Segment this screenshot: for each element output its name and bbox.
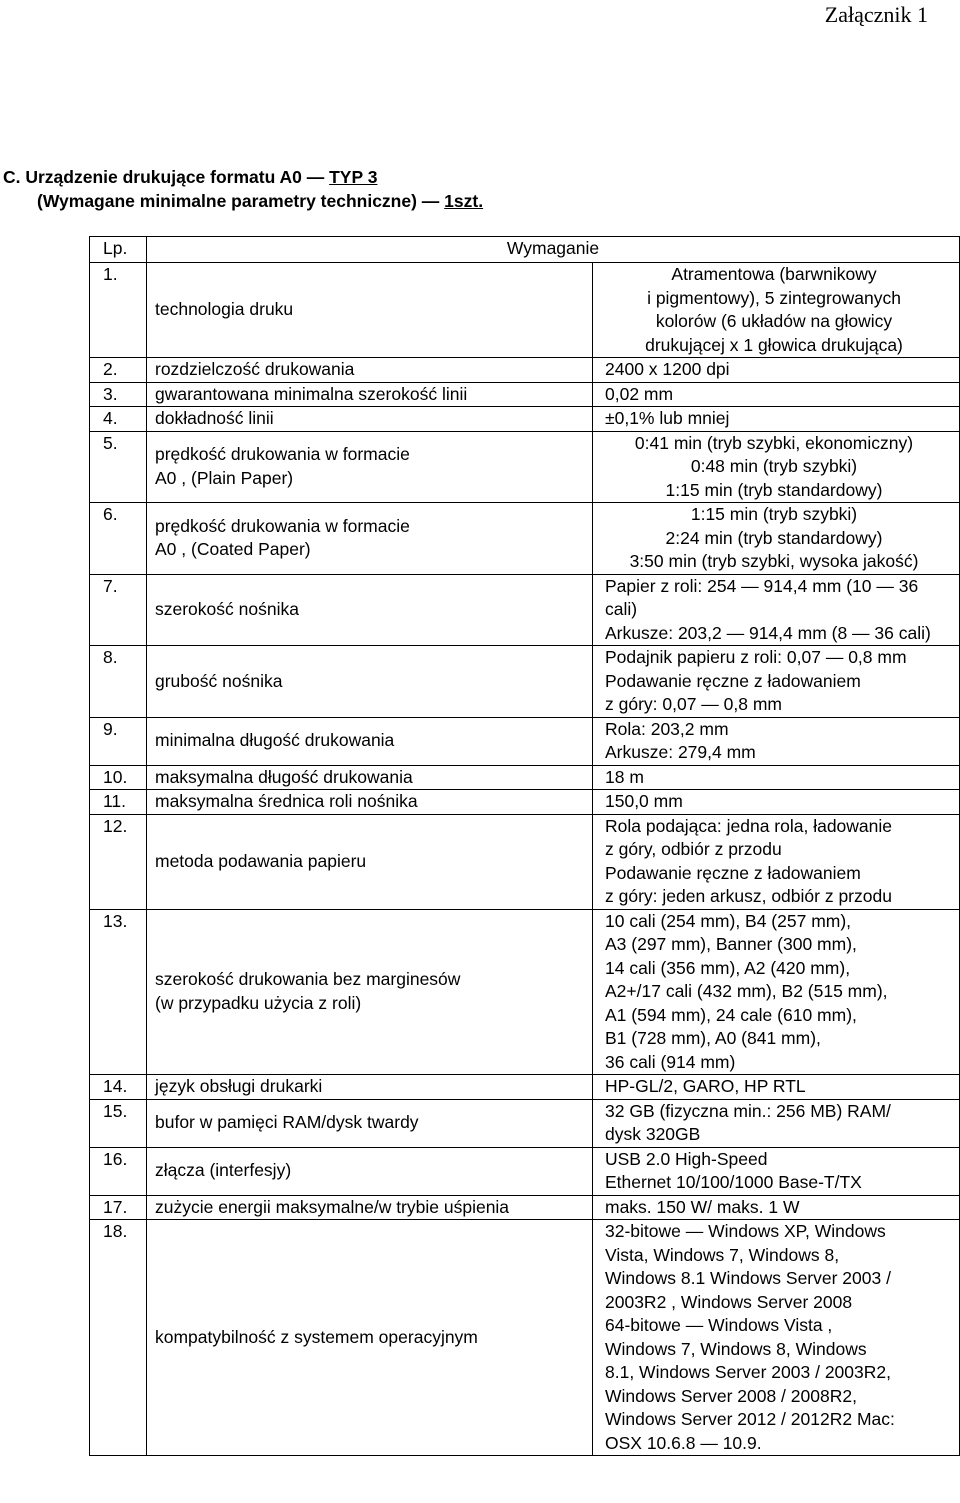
parameter-name-line: maksymalna średnica roli nośnika	[155, 791, 418, 811]
parameter-name	[147, 1220, 593, 1456]
row-number: 1.	[90, 263, 147, 358]
parameter-value-line: Arkusze: 279,4 mm	[605, 742, 756, 762]
parameter-value-line: 0:41 min (tryb szybki, ekonomiczny)	[634, 432, 914, 453]
parameter-value	[593, 263, 960, 358]
parameter-value-line: ±0,1% lub mniej	[605, 408, 730, 428]
parameter-name	[147, 263, 593, 358]
parameter-value	[593, 1099, 960, 1147]
parameter-name-line: technologia druku	[155, 299, 294, 320]
parameter-name-line: metoda podawania papieru	[155, 850, 367, 871]
row-number: 9.	[90, 717, 147, 765]
parameter-name	[147, 814, 593, 909]
parameter-name	[147, 382, 593, 407]
table-row	[90, 358, 960, 383]
parameter-value-line: 150,0 mm	[605, 791, 683, 811]
parameter-value-line: dysk 320GB	[605, 1124, 701, 1144]
parameter-value-line: Rola podająca: jedna rola, ładowanie	[605, 815, 893, 836]
parameter-name	[147, 717, 593, 765]
parameter-name-line: grubość nośnika	[155, 670, 283, 691]
parameter-value-line: Windows Server 2008 / 2008R2,	[605, 1385, 857, 1406]
parameter-value	[593, 814, 960, 909]
row-number: 2.	[90, 358, 147, 383]
parameter-value-line: A1 (594 mm), 24 cale (610 mm),	[605, 1004, 857, 1025]
parameter-name-line: minimalna długość drukowania	[155, 730, 395, 751]
parameter-value-line: 18 m	[605, 766, 644, 787]
header-lp: Lp.	[90, 237, 147, 263]
table-row	[90, 1220, 960, 1456]
parameter-value-line: i pigmentowy), 5 zintegrowanych	[647, 287, 901, 308]
parameter-value-line: maks. 150 W/ maks. 1 W	[605, 1196, 800, 1217]
parameter-value-line: 1:15 min (tryb szybki)	[690, 504, 858, 524]
parameter-name-line: złącza (interfesjy)	[155, 1160, 292, 1181]
table-row	[90, 765, 960, 790]
table-row	[90, 407, 960, 432]
parameter-name-line: dokładność linii	[155, 408, 274, 428]
parameter-name-line: prędkość drukowania w formacie	[155, 515, 410, 536]
parameter-value	[593, 503, 960, 575]
parameter-value-line: kolorów (6 układów na głowicy	[655, 311, 893, 331]
parameter-value-line: Atramentowa (barwnikowy	[671, 264, 877, 284]
parameter-value-line: Podajnik papieru z roli: 0,07 — 0,8 mm	[605, 647, 907, 667]
parameter-value-line: Windows 8.1 Windows Server 2003 /	[605, 1268, 891, 1288]
parameter-value	[593, 765, 960, 790]
section-heading	[3, 165, 483, 213]
parameter-value	[593, 358, 960, 383]
parameter-value-line: z góry, odbiór z przodu	[605, 839, 782, 859]
row-number: 12.	[90, 814, 147, 909]
header-requirement: Wymaganie	[147, 237, 960, 263]
heading-line-2: (Wymagane minimalne parametry techniczne) — 1szt.	[37, 191, 484, 211]
table-row	[90, 382, 960, 407]
row-number: 3.	[90, 382, 147, 407]
parameter-value-line: 14 cali (356 mm), A2 (420 mm),	[605, 957, 851, 978]
annex-label: Załącznik 1	[824, 2, 928, 27]
parameter-name-line: zużycie energii maksymalne/w trybie uśpienia	[155, 1196, 510, 1217]
table-header-row	[90, 237, 960, 263]
parameter-name	[147, 1147, 593, 1195]
parameter-value	[593, 1147, 960, 1195]
parameter-name-line: prędkość drukowania w formacie	[155, 444, 410, 465]
row-number: 16.	[90, 1147, 147, 1195]
parameter-name-line: A0 , (Coated Paper)	[155, 539, 311, 560]
table-row	[90, 263, 960, 358]
parameter-value-line: 0:48 min (tryb szybki)	[690, 456, 858, 476]
parameter-name-line: A0 , (Plain Paper)	[155, 467, 294, 488]
parameter-value	[593, 382, 960, 407]
parameter-name	[147, 431, 593, 503]
parameter-name	[147, 909, 593, 1075]
parameter-name-line: szerokość nośnika	[155, 599, 299, 619]
parameter-name	[147, 1075, 593, 1100]
row-number: 18.	[90, 1220, 147, 1456]
parameter-value-line: Windows Server 2012 / 2012R2 Mac:	[605, 1409, 895, 1429]
parameter-name-line: język obsługi drukarki	[155, 1076, 323, 1096]
table-row	[90, 909, 960, 1075]
table-row	[90, 1147, 960, 1195]
table-row	[90, 431, 960, 503]
row-number: 13.	[90, 909, 147, 1075]
parameter-name-line: (w przypadku użycia z roli)	[155, 992, 362, 1013]
parameter-value-line: B1 (728 mm), A0 (841 mm),	[605, 1028, 821, 1048]
parameter-name	[147, 790, 593, 815]
parameter-value-line: Rola: 203,2 mm	[605, 718, 729, 739]
parameter-value-line: Arkusze: 203,2 — 914,4 mm (8 — 36 cali)	[605, 622, 931, 643]
parameter-name	[147, 1099, 593, 1147]
parameter-value-line: drukującej x 1 głowica drukująca)	[645, 334, 903, 355]
parameter-value-line: Windows 7, Windows 8, Windows	[605, 1338, 867, 1359]
heading-line-1: C. Urządzenie drukujące formatu A0 — TYP 3	[3, 167, 378, 187]
parameter-value-line: Ethernet 10/100/1000 Base-T/TX	[605, 1172, 862, 1192]
row-number: 17.	[90, 1195, 147, 1220]
row-number: 14.	[90, 1075, 147, 1100]
parameter-value-line: 1:15 min (tryb standardowy)	[665, 479, 883, 500]
row-number: 8.	[90, 646, 147, 718]
parameter-value	[593, 1220, 960, 1456]
parameter-value-line: HP-GL/2, GARO, HP RTL	[605, 1076, 806, 1096]
row-number: 15.	[90, 1099, 147, 1147]
parameter-value-line: 2400 x 1200 dpi	[605, 359, 730, 379]
parameter-value-line: 2003R2 , Windows Server 2008	[605, 1291, 853, 1312]
parameter-value	[593, 790, 960, 815]
parameter-value-line: 8.1, Windows Server 2003 / 2003R2,	[605, 1362, 891, 1382]
parameter-value-line: z góry: jeden arkusz, odbiór z przodu	[605, 886, 892, 906]
parameter-value-line: A3 (297 mm), Banner (300 mm),	[605, 934, 857, 954]
table-row	[90, 503, 960, 575]
parameter-value	[593, 646, 960, 718]
parameter-name-line: maksymalna długość drukowania	[155, 766, 413, 787]
parameter-value-line: 32-bitowe — Windows XP, Windows	[605, 1221, 886, 1241]
parameter-value	[593, 717, 960, 765]
parameter-value-line: cali)	[605, 599, 638, 619]
parameter-value-line: 36 cali (914 mm)	[605, 1051, 736, 1072]
parameter-name	[147, 358, 593, 383]
table-row	[90, 790, 960, 815]
parameter-value-line: USB 2.0 High-Speed	[605, 1148, 768, 1169]
row-number: 10.	[90, 765, 147, 790]
row-number: 11.	[90, 790, 147, 815]
parameter-value	[593, 909, 960, 1075]
parameter-name-line: szerokość drukowania bez marginesów	[155, 969, 461, 990]
row-number: 4.	[90, 407, 147, 432]
parameter-value	[593, 574, 960, 646]
parameter-value-line: 64-bitowe — Windows Vista ,	[605, 1315, 833, 1335]
parameter-value	[593, 431, 960, 503]
parameter-value-line: Vista, Windows 7, Windows 8,	[605, 1244, 840, 1265]
parameter-value-line: 3:50 min (tryb szybki, wysoka jakość)	[629, 551, 919, 571]
table-row	[90, 717, 960, 765]
table-row	[90, 574, 960, 646]
parameter-value-line: 32 GB (fizyczna min.: 256 MB) RAM/	[605, 1100, 891, 1121]
parameter-value-line: z góry: 0,07 — 0,8 mm	[605, 694, 783, 714]
parameter-value-line: 0,02 mm	[605, 383, 674, 404]
parameter-value-line: Papier z roli: 254 — 914,4 mm (10 — 36	[605, 575, 919, 596]
parameter-name	[147, 574, 593, 646]
parameter-value-line: Podawanie ręczne z ładowaniem	[605, 670, 861, 691]
row-number: 6.	[90, 503, 147, 575]
parameter-name	[147, 765, 593, 790]
parameter-value-line: 2:24 min (tryb standardowy)	[665, 527, 883, 548]
parameter-value	[593, 1195, 960, 1220]
table-row	[90, 1195, 960, 1220]
requirements-table	[89, 236, 960, 1456]
table-row	[90, 1099, 960, 1147]
parameter-name	[147, 503, 593, 575]
parameter-value	[593, 1075, 960, 1100]
parameter-value-line: OSX 10.6.8 — 10.9.	[605, 1432, 762, 1453]
table-row	[90, 1075, 960, 1100]
parameter-value-line: Podawanie ręczne z ładowaniem	[605, 862, 861, 883]
parameter-name-line: rozdzielczość drukowania	[155, 359, 355, 379]
parameter-value-line: A2+/17 cali (432 mm), B2 (515 mm),	[605, 981, 888, 1001]
parameter-name	[147, 407, 593, 432]
parameter-name-line: bufor w pamięci RAM/dysk twardy	[155, 1112, 419, 1133]
table-row	[90, 646, 960, 718]
row-number: 7.	[90, 574, 147, 646]
parameter-name	[147, 1195, 593, 1220]
parameter-name-line: kompatybilność z systemem operacyjnym	[155, 1326, 478, 1347]
parameter-name-line: gwarantowana minimalna szerokość linii	[155, 383, 468, 404]
parameter-value-line: 10 cali (254 mm), B4 (257 mm),	[605, 910, 852, 931]
parameter-name	[147, 646, 593, 718]
row-number: 5.	[90, 431, 147, 503]
parameter-value	[593, 407, 960, 432]
table-row	[90, 814, 960, 909]
